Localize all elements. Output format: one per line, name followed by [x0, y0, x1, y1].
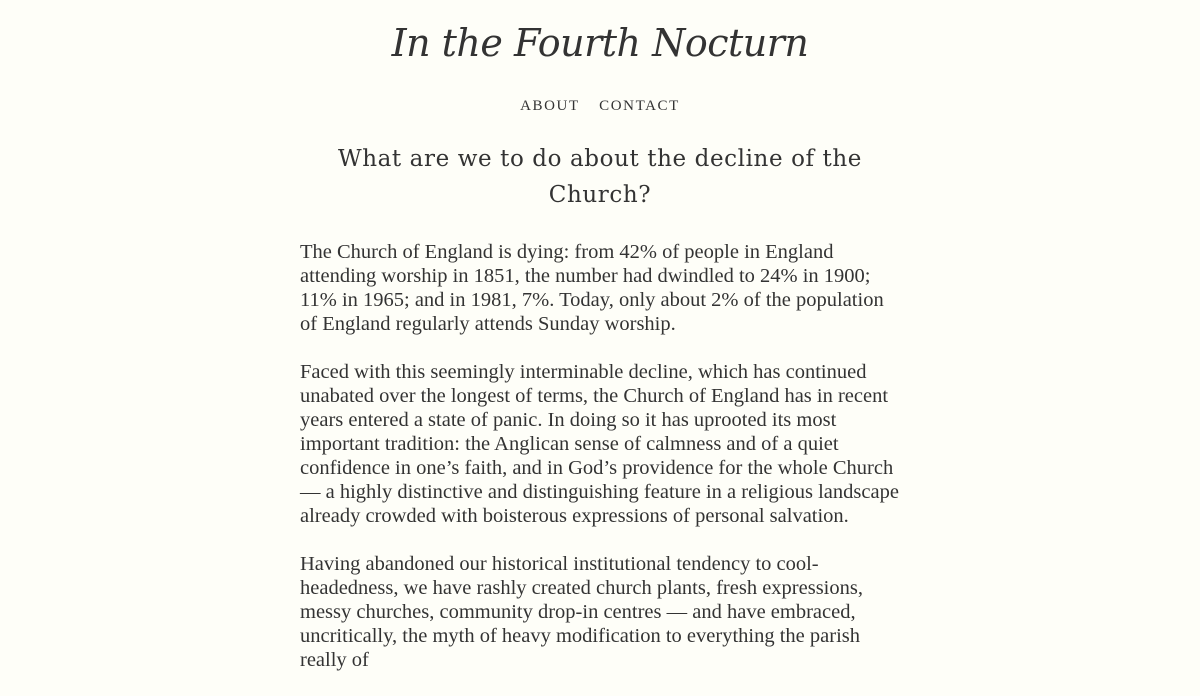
nav-link-about[interactable]: ABOUT: [520, 98, 580, 114]
post-paragraph-1: The Church of England is dying: from 42% of people in England attending worship in 1851, the number had dwindled to 24% in 1900; 11% in 1965; and in 1981, 7%. Today, only about 2% of the population of England regularly attends Sunday worship.: [300, 241, 884, 335]
main-nav: [0, 95, 1200, 117]
post-paragraph-2: Faced with this seemingly interminable decline, which has continued unabated over the longest of terms, the Church of England has in recent years entered a state of panic. In doing so it has uprooted its most important tradition: the Anglican sense of calmness and of a quiet confidence in one’s faith, and in God’s providence for the whole Church — a highly distinctive and distinguishing feature in a religious landscape already crowded with boisterous expressions of personal salvation.: [300, 361, 899, 527]
post-paragraph-3: Having abandoned our historical institutional tendency to cool-headedness, we have rashly created church plants, fresh expressions, messy churches, community drop-in centres — and have embraced, uncritically, the myth of heavy modification to everything the parish really of: [300, 553, 863, 671]
site-title-link[interactable]: In the Fourth Nocturn: [391, 21, 809, 65]
nav-link-contact[interactable]: CONTACT: [599, 98, 680, 114]
post-title: What are we to do about the decline of the Church?: [337, 146, 863, 208]
post-body: [300, 240, 905, 696]
